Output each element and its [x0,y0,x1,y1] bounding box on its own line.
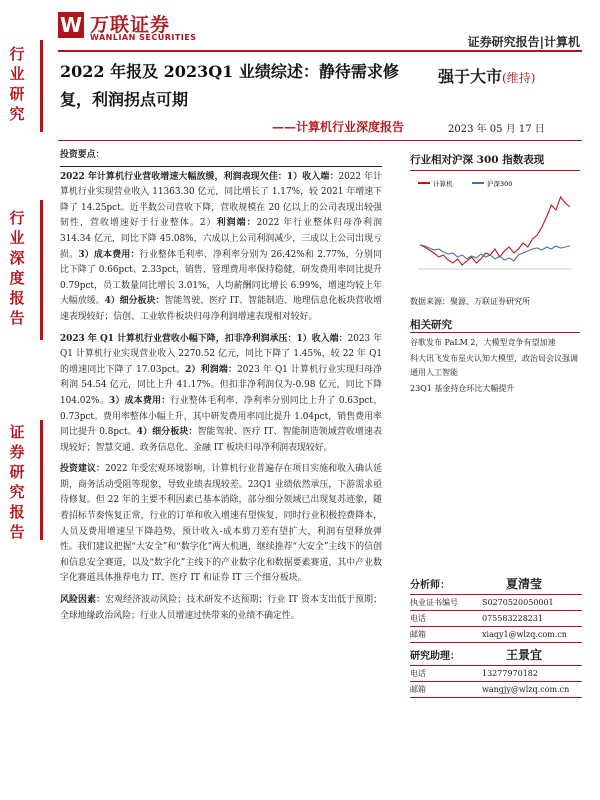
field-label: 邮箱 [410,630,426,639]
logo-chinese-name: 万联证券 [90,14,171,36]
text: 行业整体毛利率、净利率分别同比上升了 0.63pct、0.73pct。费用率整体小幅上升，其中研发费用率同比提升 1.04pct，销售费用率同比提升 0.8pct。 [60,395,382,438]
email-link[interactable]: xiaqy1@wlzq.com.cn [482,630,567,639]
assistant-row [410,682,582,698]
related-research-title: 相关研究 [410,319,452,331]
field-label: 执业证书编号 [410,598,458,607]
related-item[interactable]: 科大讯飞发布星火认知大模型，政治局会议强调通用人工智能 [410,354,578,377]
sidebar-label: 行业研究 [9,45,25,123]
paragraph-2023q1-review [60,332,382,457]
text: 2022 年行业整体归母净利润 314.34 亿元，同比下降 45.08%，六成以上公司利润减少，三成以上公司出现亏损。 [60,218,383,260]
paragraph-risk-factors [60,593,382,624]
assistant-row [410,666,582,682]
series-line-1 [420,245,570,261]
lead: 4）细分板块： [136,427,198,438]
legend-label-computer: 计算机 [433,180,453,188]
analyst-row [410,627,582,643]
chart-source: 数据来源：聚源、万联证券研究所 [410,297,530,306]
related-item[interactable]: 谷歌发布 PaLM 2，大模型竞争有望加速 [410,338,556,347]
header-divider [58,50,582,52]
rating-label: 强于大市 [438,67,503,86]
lead: 3）成本费用： [78,249,140,260]
assistant-name: 王景宜 [505,647,542,662]
analyst-name: 夏清莹 [505,576,542,591]
series-layer [420,197,570,265]
company-logo [58,10,228,50]
related-research-list [410,336,582,398]
assistant-header [410,643,582,666]
rating [438,64,535,87]
analyst-row [410,595,582,611]
text: 2022 年受宏观环境影响，计算机行业普遍存在项目实施和收入确认延期，商务活动受阻等现象，导致业绩表现较差。23Q1 业绩依然承压，下游需求亟待修复。但 22 年的主要不利因素已基本消除，部分细分领域已出现复苏迹象，随着招标节奏恢复正常，行业的订单和收入增速有望恢复，同时行业积极控费降本，人员及费用增速呈下降趋势，预计收入-成本剪刀差有望扩大，利润有望释放弹性。我们建议把握“大安全”和“数字化”两大机遇，继续推荐“大安全”主线下的信创和信息安全赛道，以及“数字化”主线下的产业数字化和数据要素赛道，其中产业数字化赛道具体推荐电力 IT、医疗 IT 和证券 IT 三个细分板块。 [60,464,383,584]
lead: 利润端： [216,218,257,229]
text: 2023 年 Q1 计算机行业实现归母净利润 54.54 亿元，同比上升 41.17%。但扣非净利润仅为-0.98 亿元，同比下降 104.02%。 [60,364,382,406]
assistant-role: 研究助理： [410,650,460,662]
field-value: 13277970182 [482,669,538,678]
analyst-info [410,572,582,698]
text: 行业整体毛利率、净利率分别为 26.42%和 2.77%，分别同比下降了 0.66pct、2.33pct，销售、管理费用率保持稳健，研发费用率同比提升 0.79pct，员工数量同比增长 3.01%，人均薪酬同比增长 6.99%，增速均较上年大幅放缓。 [60,249,383,307]
logo-english-name: WANLIAN SECURITIES [90,33,197,42]
lead: 2022 年计算机行业营收增速大幅放缓，利润表现欠佳：1）收入端： [60,171,339,182]
rating-sub: (维持) [502,71,536,85]
text: 智能驾驶、医疗 IT、智能制造领域营收增速表现较好；智慧交通、政务信息化、金融 IT 板块归母净利润表现较好。 [60,427,382,453]
text: 2022 年计算机行业实现营业收入 11363.30 亿元，同比增长了 1.17%，较 2021 年增速下降了 14.25pct。近半数公司营收下降，营收规模在 20 亿以上的公司表现出较强韧性，营收增速好于行业整体。2） [60,171,382,229]
logo-mark: W [59,13,83,37]
paragraph-2022-review [60,170,382,326]
report-date: 2023 年 05 月 17 日 [448,124,545,135]
related-divider [410,332,580,333]
sidebar-label: 行业深度报告 [9,209,25,327]
lead: 2）利润端： [185,364,238,375]
lead: 3）成本费用： [108,395,171,406]
chart-svg [410,171,580,289]
sidebar-block-securities-report [0,420,43,540]
text: 宏观经济波动风险；技术研发不达预期；行业 IT 资本支出低于预期；全球地缘政治风险；行业人员增速过快带来的业绩不确定性。 [60,595,382,621]
lead: 风险因素： [60,595,106,606]
sidebar-label: 证券研究报告 [9,423,25,541]
section-heading: 投资要点： [60,150,105,160]
analyst-row [410,611,582,627]
sidebar-block-industry-research [0,40,43,132]
chart-legend [418,179,512,188]
report-subtitle: ——计算机行业深度报告 [271,120,404,134]
field-value: S0270520050001 [482,598,554,607]
analyst-header [410,572,582,595]
related-item[interactable]: 23Q1 基金持仓环比大幅提升 [410,384,515,393]
analyst-role: 分析师： [410,579,450,591]
lead: 投资建议： [60,464,105,475]
text: 智能驾驶、医疗 IT、智能制造、地理信息化板块营收增速表现较好；信创、工业软件板块归母净利润增速表现相对较好。 [60,296,382,322]
title-divider [58,140,582,141]
lead: 1）收入端： [296,333,348,344]
sidebar-block-report-type [0,200,43,340]
field-value: 075583228231 [482,614,544,623]
heading-underline [60,166,382,167]
field-label: 邮箱 [410,685,426,694]
main-content [60,148,382,630]
email-link[interactable]: wangjy@wlzq.com.cn [482,685,570,694]
legend-label-hs300: 沪深300 [487,180,513,188]
report-title: 2022 年报及 2023Q1 业绩综述：静待需求修复，利润拐点可期 [60,62,399,109]
chart-title: 行业相对沪深 300 指数表现 [410,154,545,166]
field-label: 电话 [410,614,426,623]
lead: 4）细分板块： [104,296,165,307]
performance-chart [410,170,580,289]
lead: 2023 年 Q1 计算机行业营收小幅下降，扣非净利润承压： [60,333,297,344]
series-line-0 [420,197,570,265]
field-label: 电话 [410,669,426,678]
text: 2023 年 Q1 计算机行业实现营业收入 2270.52 亿元，同比下降了 1.45%，较 22 年 Q1 的增速同比下降了 17.03pct。 [60,333,382,375]
report-type-label: 证券研究报告|计算机 [467,35,580,49]
paragraph-investment-advice [60,462,382,587]
